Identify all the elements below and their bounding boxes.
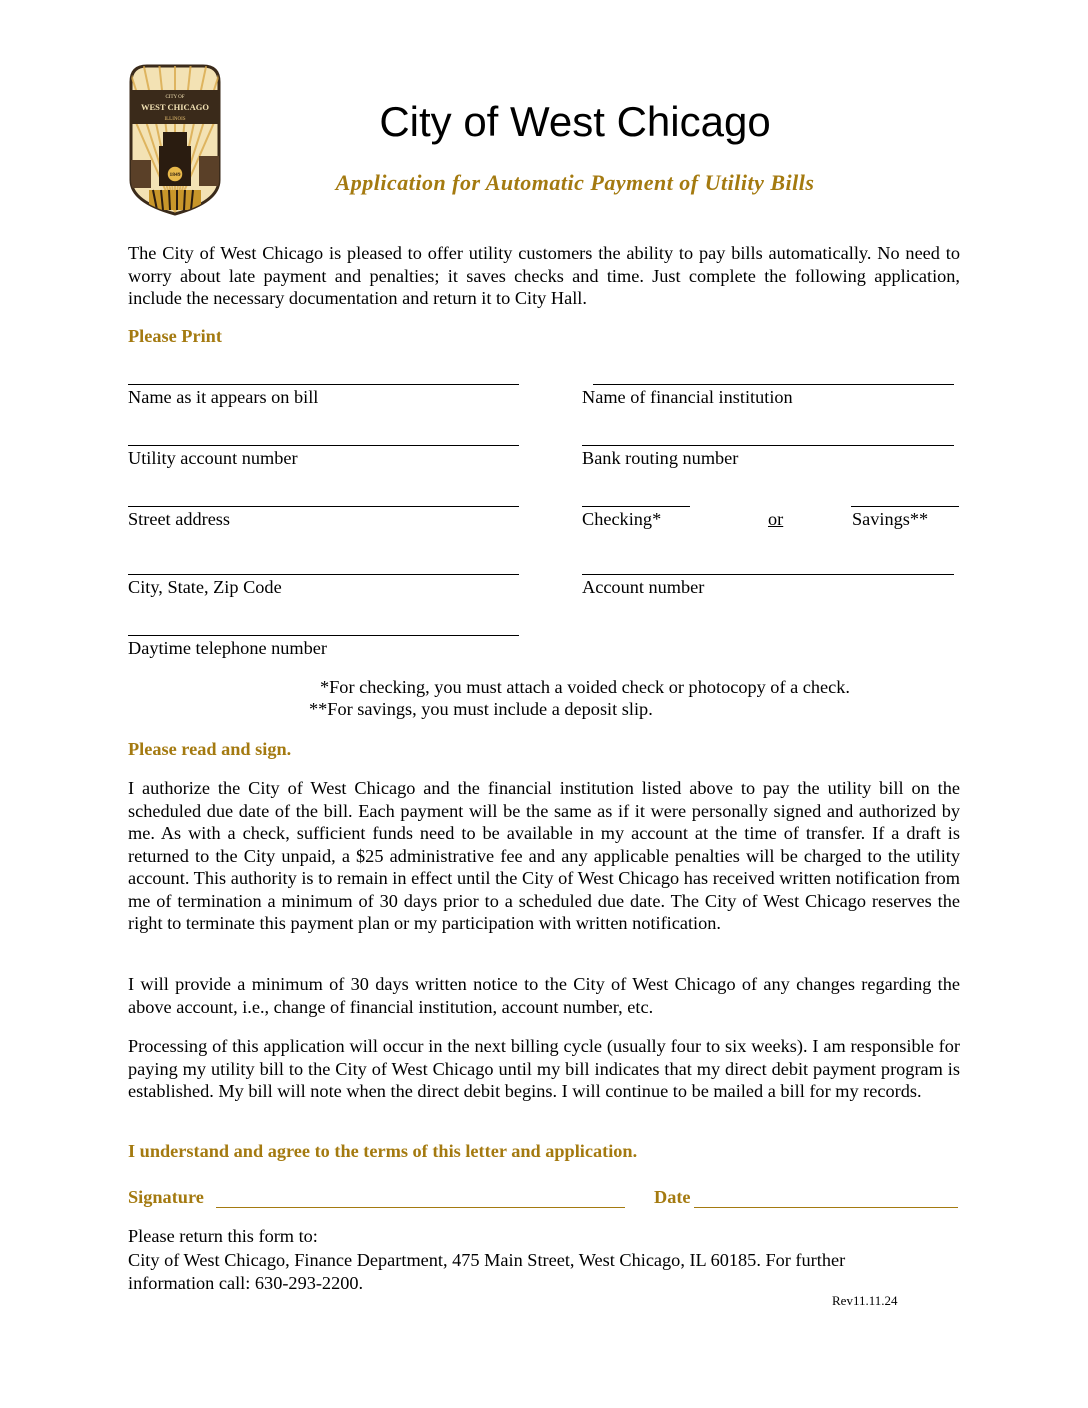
account-number-field-label: Account number (582, 577, 705, 597)
utility-account-field-line[interactable] (128, 445, 519, 446)
page-subtitle: Application for Automatic Payment of Utility Bills (335, 170, 815, 195)
agree-statement: I understand and agree to the terms of this letter and application. (128, 1141, 638, 1161)
page-title: City of West Chicago (379, 98, 771, 145)
notice-paragraph: I will provide a minimum of 30 days written notice to the City of West Chicago of any changes regarding the above account, i.e., change of financial institution, account number, etc. (128, 974, 960, 1017)
savings-field-line[interactable] (851, 506, 959, 507)
street-address-field-line[interactable] (128, 506, 519, 507)
checking-field-line[interactable] (582, 506, 690, 507)
signature-row (128, 1187, 960, 1217)
city-state-zip-field-line[interactable] (128, 574, 519, 575)
processing-paragraph: Processing of this application will occur in the next billing cycle (usually four to six weeks). I am responsible for paying my utility bill to the City of West Chicago until my bill indicates that my direct debit payment program is established. My bill will note when the direct debit begins. I will continue to be mailed a bill for my records. (128, 1036, 960, 1101)
routing-field-label: Bank routing number (582, 448, 739, 468)
routing-field-line[interactable] (582, 445, 954, 446)
utility-account-field-label: Utility account number (128, 448, 298, 468)
savings-field-label: Savings** (852, 509, 929, 529)
city-state-zip-field-label: City, State, Zip Code (128, 577, 282, 597)
please-print-heading: Please Print (128, 326, 222, 346)
logo-text-main: WEST CHICAGO (140, 102, 210, 112)
name-field-line[interactable] (128, 384, 519, 385)
or-label: or (768, 509, 784, 529)
intro-paragraph: The City of West Chicago is pleased to offer utility customers the ability to pay bills automatically. No need to worry about late payment and penalties; it saves checks and time. Just complete the following application, include the necessary documentation and return it to City Hall. (128, 243, 960, 308)
signature-label: Signature (128, 1187, 204, 1207)
signature-field-line[interactable] (216, 1207, 625, 1208)
street-address-field-label: Street address (128, 509, 231, 529)
date-label: Date (654, 1187, 691, 1207)
account-number-field-line[interactable] (582, 574, 954, 575)
institution-field-line[interactable] (593, 384, 954, 385)
logo-year: 1849 (169, 172, 181, 178)
date-field-line[interactable] (694, 1207, 958, 1208)
telephone-field-line[interactable] (128, 635, 519, 636)
checking-field-label: Checking* (582, 509, 662, 529)
logo-text-state: ILLINOIS (164, 117, 186, 122)
telephone-field-label: Daytime telephone number (128, 638, 327, 658)
read-and-sign-heading: Please read and sign. (128, 739, 292, 759)
institution-field-label: Name of financial institution (582, 387, 793, 407)
checking-note: *For checking, you must attach a voided check or photocopy of a check. (320, 677, 850, 697)
revision-label: Rev11.11.24 (832, 1293, 898, 1308)
name-field-label: Name as it appears on bill (128, 387, 319, 407)
return-instruction: Please return this form to: (128, 1226, 318, 1246)
authorization-paragraph: I authorize the City of West Chicago and the financial institution listed above to pay the utility bill on the scheduled due date of the bill. Each payment will be the same as if it were personally signed and authorized by me. As with a check, sufficient funds need to be available in my account at the time of transfer. If a draft is returned to the City unpaid, a $25 administrative fee and any applicable penalties will be charged to the utility account. This authority is to remain in effect until the City of West Chicago has received written notification from me of termination a minimum of 30 days prior to a scheduled due date. The City of West Chicago reserves the right to terminate this payment plan or my participation with written notification. (128, 778, 960, 933)
return-address: City of West Chicago, Finance Department, 475 Main Street, West Chicago, IL 60185. For further information call: 630-293-2200. (128, 1250, 846, 1293)
logo-text-top: CITY OF (165, 95, 185, 100)
savings-note: **For savings, you must include a deposit slip. (309, 699, 653, 719)
